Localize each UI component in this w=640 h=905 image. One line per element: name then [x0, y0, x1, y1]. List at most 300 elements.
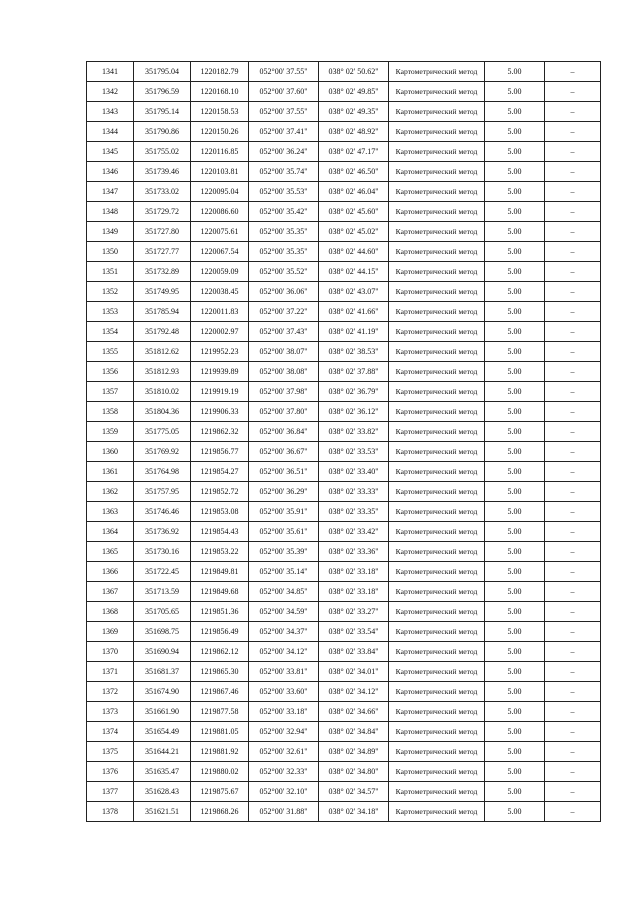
cell-longitude: 038° 02' 45.02"	[319, 222, 389, 242]
cell-method: Картометрический метод	[389, 82, 485, 102]
cell-note: –	[545, 582, 601, 602]
cell-note: –	[545, 342, 601, 362]
cell-latitude: 052°00' 35.14"	[249, 562, 319, 582]
table-row	[87, 542, 601, 562]
cell-note: –	[545, 322, 601, 342]
cell-y-coordinate: 1219881.92	[191, 742, 249, 762]
cell-latitude: 052°00' 38.08"	[249, 362, 319, 382]
cell-method: Картометрический метод	[389, 382, 485, 402]
cell-y-coordinate: 1220168.10	[191, 82, 249, 102]
cell-note: –	[545, 642, 601, 662]
cell-accuracy: 5.00	[485, 202, 545, 222]
cell-accuracy: 5.00	[485, 622, 545, 642]
table-row	[87, 282, 601, 302]
cell-latitude: 052°00' 37.80"	[249, 402, 319, 422]
cell-method: Картометрический метод	[389, 322, 485, 342]
cell-accuracy: 5.00	[485, 222, 545, 242]
cell-longitude: 038° 02' 33.40"	[319, 462, 389, 482]
cell-x-coordinate: 351755.02	[134, 142, 191, 162]
cell-method: Картометрический метод	[389, 422, 485, 442]
cell-x-coordinate: 351621.51	[134, 802, 191, 822]
table-row	[87, 502, 601, 522]
cell-note: –	[545, 102, 601, 122]
cell-longitude: 038° 02' 37.88"	[319, 362, 389, 382]
cell-latitude: 052°00' 34.85"	[249, 582, 319, 602]
cell-y-coordinate: 1219868.26	[191, 802, 249, 822]
cell-method: Картометрический метод	[389, 222, 485, 242]
cell-point-number: 1343	[87, 102, 134, 122]
cell-x-coordinate: 351698.75	[134, 622, 191, 642]
cell-longitude: 038° 02' 33.53"	[319, 442, 389, 462]
cell-note: –	[545, 122, 601, 142]
cell-method: Картометрический метод	[389, 662, 485, 682]
cell-point-number: 1341	[87, 62, 134, 82]
cell-x-coordinate: 351810.02	[134, 382, 191, 402]
cell-latitude: 052°00' 36.51"	[249, 462, 319, 482]
cell-note: –	[545, 742, 601, 762]
cell-y-coordinate: 1220158.53	[191, 102, 249, 122]
cell-x-coordinate: 351729.72	[134, 202, 191, 222]
cell-accuracy: 5.00	[485, 742, 545, 762]
cell-method: Картометрический метод	[389, 762, 485, 782]
cell-latitude: 052°00' 35.74"	[249, 162, 319, 182]
cell-accuracy: 5.00	[485, 382, 545, 402]
cell-latitude: 052°00' 32.94"	[249, 722, 319, 742]
cell-note: –	[545, 82, 601, 102]
cell-y-coordinate: 1219867.46	[191, 682, 249, 702]
cell-accuracy: 5.00	[485, 782, 545, 802]
cell-note: –	[545, 162, 601, 182]
cell-y-coordinate: 1220011.83	[191, 302, 249, 322]
cell-note: –	[545, 62, 601, 82]
cell-method: Картометрический метод	[389, 302, 485, 322]
table-row	[87, 522, 601, 542]
cell-method: Картометрический метод	[389, 442, 485, 462]
cell-y-coordinate: 1220182.79	[191, 62, 249, 82]
cell-method: Картометрический метод	[389, 522, 485, 542]
cell-x-coordinate: 351644.21	[134, 742, 191, 762]
cell-method: Картометрический метод	[389, 402, 485, 422]
cell-latitude: 052°00' 35.35"	[249, 242, 319, 262]
cell-longitude: 038° 02' 33.42"	[319, 522, 389, 542]
cell-latitude: 052°00' 37.98"	[249, 382, 319, 402]
cell-point-number: 1365	[87, 542, 134, 562]
cell-x-coordinate: 351792.48	[134, 322, 191, 342]
cell-point-number: 1350	[87, 242, 134, 262]
cell-note: –	[545, 182, 601, 202]
cell-method: Картометрический метод	[389, 202, 485, 222]
cell-y-coordinate: 1219852.72	[191, 482, 249, 502]
cell-method: Картометрический метод	[389, 182, 485, 202]
cell-accuracy: 5.00	[485, 522, 545, 542]
cell-y-coordinate: 1220002.97	[191, 322, 249, 342]
cell-y-coordinate: 1219865.30	[191, 662, 249, 682]
cell-point-number: 1374	[87, 722, 134, 742]
table-row	[87, 702, 601, 722]
cell-point-number: 1349	[87, 222, 134, 242]
cell-note: –	[545, 762, 601, 782]
cell-note: –	[545, 402, 601, 422]
table-row	[87, 182, 601, 202]
cell-point-number: 1359	[87, 422, 134, 442]
cell-longitude: 038° 02' 41.19"	[319, 322, 389, 342]
cell-longitude: 038° 02' 38.53"	[319, 342, 389, 362]
cell-longitude: 038° 02' 46.50"	[319, 162, 389, 182]
cell-x-coordinate: 351795.04	[134, 62, 191, 82]
cell-method: Картометрический метод	[389, 622, 485, 642]
cell-latitude: 052°00' 35.53"	[249, 182, 319, 202]
cell-y-coordinate: 1219862.12	[191, 642, 249, 662]
cell-longitude: 038° 02' 34.84"	[319, 722, 389, 742]
cell-latitude: 052°00' 36.24"	[249, 142, 319, 162]
cell-accuracy: 5.00	[485, 302, 545, 322]
table-row	[87, 302, 601, 322]
cell-longitude: 038° 02' 33.35"	[319, 502, 389, 522]
cell-point-number: 1357	[87, 382, 134, 402]
cell-point-number: 1347	[87, 182, 134, 202]
cell-latitude: 052°00' 37.22"	[249, 302, 319, 322]
cell-method: Картометрический метод	[389, 602, 485, 622]
cell-x-coordinate: 351785.94	[134, 302, 191, 322]
cell-method: Картометрический метод	[389, 282, 485, 302]
cell-accuracy: 5.00	[485, 482, 545, 502]
cell-y-coordinate: 1220150.26	[191, 122, 249, 142]
cell-x-coordinate: 351713.59	[134, 582, 191, 602]
cell-longitude: 038° 02' 50.62"	[319, 62, 389, 82]
cell-longitude: 038° 02' 49.85"	[319, 82, 389, 102]
table-row	[87, 762, 601, 782]
cell-x-coordinate: 351812.62	[134, 342, 191, 362]
cell-note: –	[545, 362, 601, 382]
cell-point-number: 1375	[87, 742, 134, 762]
cell-note: –	[545, 602, 601, 622]
cell-note: –	[545, 462, 601, 482]
cell-method: Картометрический метод	[389, 342, 485, 362]
cell-method: Картометрический метод	[389, 802, 485, 822]
cell-note: –	[545, 562, 601, 582]
cell-longitude: 038° 02' 33.33"	[319, 482, 389, 502]
cell-y-coordinate: 1219862.32	[191, 422, 249, 442]
cell-longitude: 038° 02' 47.17"	[319, 142, 389, 162]
cell-note: –	[545, 802, 601, 822]
cell-point-number: 1356	[87, 362, 134, 382]
cell-method: Картометрический метод	[389, 162, 485, 182]
cell-longitude: 038° 02' 49.35"	[319, 102, 389, 122]
cell-point-number: 1362	[87, 482, 134, 502]
table-row	[87, 482, 601, 502]
cell-y-coordinate: 1220103.81	[191, 162, 249, 182]
table-row	[87, 622, 601, 642]
cell-note: –	[545, 482, 601, 502]
table-row	[87, 582, 601, 602]
cell-x-coordinate: 351674.90	[134, 682, 191, 702]
table-row	[87, 122, 601, 142]
table-row	[87, 382, 601, 402]
cell-method: Картометрический метод	[389, 142, 485, 162]
cell-x-coordinate: 351681.37	[134, 662, 191, 682]
cell-note: –	[545, 702, 601, 722]
cell-accuracy: 5.00	[485, 442, 545, 462]
cell-note: –	[545, 302, 601, 322]
cell-point-number: 1348	[87, 202, 134, 222]
cell-longitude: 038° 02' 33.84"	[319, 642, 389, 662]
cell-y-coordinate: 1219849.68	[191, 582, 249, 602]
cell-x-coordinate: 351736.92	[134, 522, 191, 542]
cell-longitude: 038° 02' 44.60"	[319, 242, 389, 262]
cell-note: –	[545, 522, 601, 542]
cell-y-coordinate: 1219875.67	[191, 782, 249, 802]
cell-point-number: 1368	[87, 602, 134, 622]
cell-point-number: 1345	[87, 142, 134, 162]
cell-latitude: 052°00' 36.06"	[249, 282, 319, 302]
cell-accuracy: 5.00	[485, 682, 545, 702]
table-row	[87, 142, 601, 162]
cell-latitude: 052°00' 37.55"	[249, 102, 319, 122]
cell-longitude: 038° 02' 41.66"	[319, 302, 389, 322]
table-row	[87, 742, 601, 762]
cell-accuracy: 5.00	[485, 642, 545, 662]
cell-latitude: 052°00' 37.41"	[249, 122, 319, 142]
table-row	[87, 602, 601, 622]
cell-point-number: 1372	[87, 682, 134, 702]
cell-x-coordinate: 351764.98	[134, 462, 191, 482]
cell-latitude: 052°00' 36.84"	[249, 422, 319, 442]
cell-accuracy: 5.00	[485, 402, 545, 422]
cell-method: Картометрический метод	[389, 642, 485, 662]
cell-accuracy: 5.00	[485, 262, 545, 282]
cell-accuracy: 5.00	[485, 102, 545, 122]
coordinates-table	[86, 61, 601, 822]
cell-x-coordinate: 351775.05	[134, 422, 191, 442]
cell-longitude: 038° 02' 33.27"	[319, 602, 389, 622]
cell-latitude: 052°00' 37.55"	[249, 62, 319, 82]
cell-point-number: 1369	[87, 622, 134, 642]
cell-accuracy: 5.00	[485, 582, 545, 602]
cell-longitude: 038° 02' 33.18"	[319, 562, 389, 582]
cell-note: –	[545, 662, 601, 682]
table-row	[87, 642, 601, 662]
cell-accuracy: 5.00	[485, 122, 545, 142]
cell-accuracy: 5.00	[485, 602, 545, 622]
cell-y-coordinate: 1219854.43	[191, 522, 249, 542]
cell-method: Картометрический метод	[389, 482, 485, 502]
cell-point-number: 1366	[87, 562, 134, 582]
cell-method: Картометрический метод	[389, 242, 485, 262]
cell-latitude: 052°00' 35.35"	[249, 222, 319, 242]
cell-note: –	[545, 242, 601, 262]
cell-x-coordinate: 351796.59	[134, 82, 191, 102]
cell-y-coordinate: 1219853.08	[191, 502, 249, 522]
cell-x-coordinate: 351628.43	[134, 782, 191, 802]
cell-y-coordinate: 1219851.36	[191, 602, 249, 622]
cell-accuracy: 5.00	[485, 162, 545, 182]
cell-y-coordinate: 1220038.45	[191, 282, 249, 302]
cell-latitude: 052°00' 35.42"	[249, 202, 319, 222]
cell-latitude: 052°00' 33.60"	[249, 682, 319, 702]
table-row	[87, 82, 601, 102]
cell-latitude: 052°00' 35.52"	[249, 262, 319, 282]
cell-y-coordinate: 1219856.77	[191, 442, 249, 462]
cell-longitude: 038° 02' 36.12"	[319, 402, 389, 422]
cell-note: –	[545, 282, 601, 302]
cell-accuracy: 5.00	[485, 282, 545, 302]
cell-accuracy: 5.00	[485, 502, 545, 522]
cell-note: –	[545, 542, 601, 562]
cell-point-number: 1351	[87, 262, 134, 282]
cell-x-coordinate: 351705.65	[134, 602, 191, 622]
cell-longitude: 038° 02' 34.12"	[319, 682, 389, 702]
cell-point-number: 1376	[87, 762, 134, 782]
cell-point-number: 1364	[87, 522, 134, 542]
cell-y-coordinate: 1219881.05	[191, 722, 249, 742]
cell-x-coordinate: 351733.02	[134, 182, 191, 202]
cell-latitude: 052°00' 38.07"	[249, 342, 319, 362]
cell-longitude: 038° 02' 33.54"	[319, 622, 389, 642]
cell-y-coordinate: 1219856.49	[191, 622, 249, 642]
cell-point-number: 1354	[87, 322, 134, 342]
cell-y-coordinate: 1219854.27	[191, 462, 249, 482]
cell-x-coordinate: 351812.93	[134, 362, 191, 382]
cell-latitude: 052°00' 32.61"	[249, 742, 319, 762]
cell-latitude: 052°00' 33.18"	[249, 702, 319, 722]
cell-note: –	[545, 502, 601, 522]
cell-x-coordinate: 351727.80	[134, 222, 191, 242]
cell-accuracy: 5.00	[485, 62, 545, 82]
cell-longitude: 038° 02' 34.01"	[319, 662, 389, 682]
table-row	[87, 562, 601, 582]
cell-note: –	[545, 142, 601, 162]
cell-latitude: 052°00' 32.33"	[249, 762, 319, 782]
cell-point-number: 1370	[87, 642, 134, 662]
cell-x-coordinate: 351730.16	[134, 542, 191, 562]
cell-x-coordinate: 351795.14	[134, 102, 191, 122]
table-row	[87, 262, 601, 282]
cell-longitude: 038° 02' 46.04"	[319, 182, 389, 202]
table-row	[87, 782, 601, 802]
cell-x-coordinate: 351739.46	[134, 162, 191, 182]
cell-accuracy: 5.00	[485, 722, 545, 742]
cell-point-number: 1363	[87, 502, 134, 522]
cell-note: –	[545, 222, 601, 242]
cell-y-coordinate: 1219906.33	[191, 402, 249, 422]
cell-method: Картометрический метод	[389, 722, 485, 742]
cell-longitude: 038° 02' 34.57"	[319, 782, 389, 802]
cell-longitude: 038° 02' 34.18"	[319, 802, 389, 822]
table-row	[87, 222, 601, 242]
cell-longitude: 038° 02' 33.82"	[319, 422, 389, 442]
cell-accuracy: 5.00	[485, 762, 545, 782]
cell-method: Картометрический метод	[389, 502, 485, 522]
cell-longitude: 038° 02' 34.80"	[319, 762, 389, 782]
cell-latitude: 052°00' 32.10"	[249, 782, 319, 802]
cell-x-coordinate: 351732.89	[134, 262, 191, 282]
cell-latitude: 052°00' 34.12"	[249, 642, 319, 662]
cell-point-number: 1355	[87, 342, 134, 362]
cell-point-number: 1371	[87, 662, 134, 682]
cell-x-coordinate: 351769.92	[134, 442, 191, 462]
cell-accuracy: 5.00	[485, 322, 545, 342]
cell-point-number: 1377	[87, 782, 134, 802]
cell-accuracy: 5.00	[485, 242, 545, 262]
cell-y-coordinate: 1219877.58	[191, 702, 249, 722]
table-row	[87, 402, 601, 422]
table-row	[87, 422, 601, 442]
cell-y-coordinate: 1220086.60	[191, 202, 249, 222]
cell-method: Картометрический метод	[389, 122, 485, 142]
table-row	[87, 202, 601, 222]
cell-accuracy: 5.00	[485, 562, 545, 582]
cell-point-number: 1367	[87, 582, 134, 602]
cell-method: Картометрический метод	[389, 582, 485, 602]
cell-method: Картометрический метод	[389, 542, 485, 562]
cell-method: Картометрический метод	[389, 782, 485, 802]
cell-x-coordinate: 351654.49	[134, 722, 191, 742]
table-row	[87, 242, 601, 262]
table-row	[87, 462, 601, 482]
cell-point-number: 1361	[87, 462, 134, 482]
cell-y-coordinate: 1219952.23	[191, 342, 249, 362]
cell-accuracy: 5.00	[485, 82, 545, 102]
cell-note: –	[545, 442, 601, 462]
cell-method: Картометрический метод	[389, 102, 485, 122]
table-row	[87, 722, 601, 742]
cell-accuracy: 5.00	[485, 142, 545, 162]
cell-y-coordinate: 1219919.19	[191, 382, 249, 402]
cell-note: –	[545, 722, 601, 742]
cell-note: –	[545, 422, 601, 442]
cell-latitude: 052°00' 33.81"	[249, 662, 319, 682]
cell-point-number: 1342	[87, 82, 134, 102]
cell-longitude: 038° 02' 34.89"	[319, 742, 389, 762]
cell-longitude: 038° 02' 45.60"	[319, 202, 389, 222]
cell-x-coordinate: 351749.95	[134, 282, 191, 302]
cell-point-number: 1346	[87, 162, 134, 182]
cell-point-number: 1358	[87, 402, 134, 422]
cell-longitude: 038° 02' 43.07"	[319, 282, 389, 302]
cell-x-coordinate: 351661.90	[134, 702, 191, 722]
cell-latitude: 052°00' 34.59"	[249, 602, 319, 622]
cell-method: Картометрический метод	[389, 362, 485, 382]
cell-latitude: 052°00' 36.67"	[249, 442, 319, 462]
cell-latitude: 052°00' 37.43"	[249, 322, 319, 342]
cell-y-coordinate: 1220067.54	[191, 242, 249, 262]
cell-latitude: 052°00' 37.60"	[249, 82, 319, 102]
cell-x-coordinate: 351746.46	[134, 502, 191, 522]
table-row	[87, 442, 601, 462]
cell-latitude: 052°00' 36.29"	[249, 482, 319, 502]
cell-method: Картометрический метод	[389, 62, 485, 82]
cell-longitude: 038° 02' 44.15"	[319, 262, 389, 282]
cell-latitude: 052°00' 35.39"	[249, 542, 319, 562]
cell-latitude: 052°00' 35.61"	[249, 522, 319, 542]
cell-y-coordinate: 1220095.04	[191, 182, 249, 202]
cell-point-number: 1344	[87, 122, 134, 142]
cell-y-coordinate: 1220075.61	[191, 222, 249, 242]
cell-point-number: 1352	[87, 282, 134, 302]
table-row	[87, 362, 601, 382]
cell-point-number: 1353	[87, 302, 134, 322]
cell-method: Картометрический метод	[389, 562, 485, 582]
cell-accuracy: 5.00	[485, 542, 545, 562]
cell-note: –	[545, 782, 601, 802]
table-row	[87, 662, 601, 682]
cell-x-coordinate: 351804.36	[134, 402, 191, 422]
cell-y-coordinate: 1219849.81	[191, 562, 249, 582]
cell-method: Картометрический метод	[389, 742, 485, 762]
cell-accuracy: 5.00	[485, 422, 545, 442]
table-row	[87, 102, 601, 122]
cell-y-coordinate: 1220059.09	[191, 262, 249, 282]
